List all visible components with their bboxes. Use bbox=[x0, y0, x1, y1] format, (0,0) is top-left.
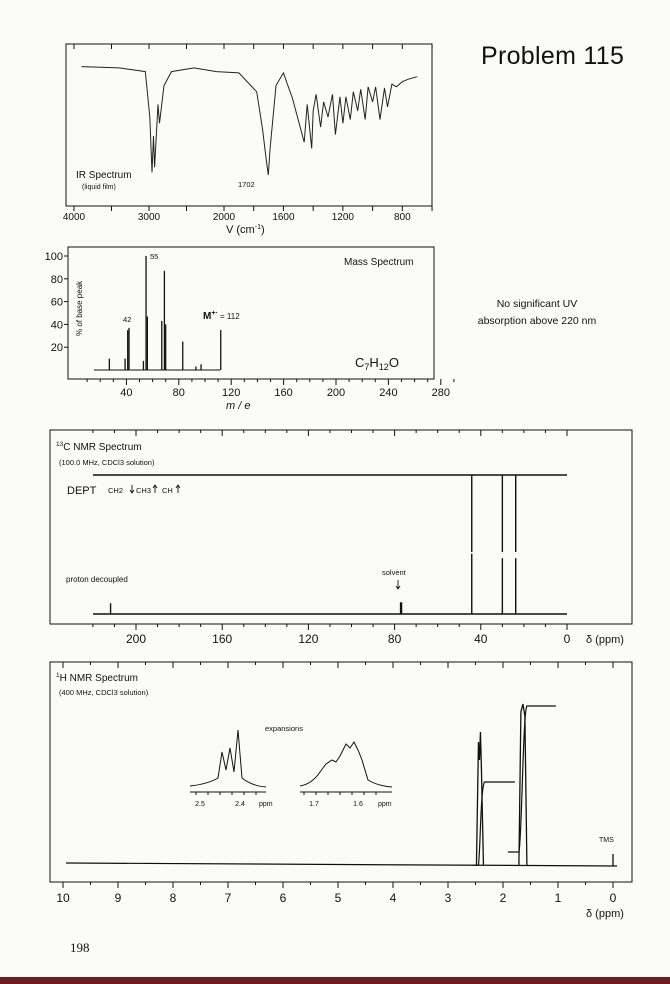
ir-title: IR Spectrum bbox=[76, 170, 132, 181]
cnmr-tick-label: 80 bbox=[387, 632, 402, 646]
ms-ylabel: % of base peak bbox=[75, 280, 84, 336]
cnmr-solvent-label: solvent bbox=[382, 568, 406, 577]
hnmr-tick-label: 9 bbox=[114, 891, 122, 905]
hnmr-tick-label: 7 bbox=[224, 891, 232, 905]
ms-y-tick-label: 80 bbox=[50, 273, 63, 286]
ms-mi-prefix: M bbox=[203, 311, 212, 322]
ms-y-tick-label: 60 bbox=[50, 296, 63, 309]
cnmr-axis-label: δ (ppm) bbox=[586, 634, 624, 646]
cnmr-tick-label: 40 bbox=[474, 632, 488, 646]
hnmr-tick-label: 4 bbox=[389, 891, 397, 905]
ir-axis-label-close: ) bbox=[260, 224, 265, 236]
hnmr-title-main: H NMR Spectrum bbox=[59, 673, 138, 684]
uv-note-line-1: No significant UV bbox=[496, 298, 578, 310]
hnmr-expansion-1-trace bbox=[190, 730, 266, 787]
hnmr-subtitle: (400 MHz, CDCl3 solution) bbox=[59, 688, 149, 697]
cnmr-dept-ch3: CH3 bbox=[136, 486, 152, 495]
ms-x-tick-label: 120 bbox=[222, 387, 241, 399]
cnmr-dept-label: DEPT bbox=[67, 485, 97, 497]
ms-formula-h: H bbox=[369, 355, 379, 370]
ms-x-tick-label: 200 bbox=[326, 387, 346, 399]
ir-tick-label: 3000 bbox=[137, 212, 161, 223]
hnmr-tick-label: 3 bbox=[444, 891, 452, 905]
hnmr-trace bbox=[476, 704, 613, 866]
cnmr-tick-label: 0 bbox=[563, 632, 571, 646]
hnmr-expansion-1-label-b: 2.4 bbox=[235, 801, 245, 808]
ms-x-tick-label: 280 bbox=[431, 387, 450, 399]
cnmr-tick-label: 160 bbox=[212, 632, 233, 646]
ir-tick-label: 800 bbox=[393, 212, 411, 223]
ms-title: Mass Spectrum bbox=[344, 257, 414, 268]
hnmr-expansion-2-unit: ppm bbox=[378, 801, 392, 808]
hnmr-title-sup: 1 bbox=[56, 672, 60, 679]
ms-x-tick-label: 240 bbox=[379, 387, 398, 399]
hnmr-expansion-1-unit: ppm bbox=[259, 801, 273, 808]
ir-axis-label-main: V (cm bbox=[226, 224, 255, 236]
ir-peak-label: 1702 bbox=[238, 180, 255, 189]
cnmr-tick-label: 200 bbox=[125, 632, 147, 646]
ms-mi-sup: +· bbox=[211, 310, 218, 317]
hnmr-tick-label: 2 bbox=[499, 891, 507, 905]
hnmr-top-ticks bbox=[63, 662, 613, 668]
problem-title: Problem 115 bbox=[481, 42, 625, 70]
ms-y-tick-label: 20 bbox=[50, 342, 63, 355]
ir-tick-label: 4000 bbox=[62, 212, 86, 223]
hnmr-expansion-2 bbox=[300, 742, 392, 808]
hnmr-expansion-1-label-a: 2.5 bbox=[195, 801, 205, 808]
hnmr-tick-label: 5 bbox=[334, 891, 342, 905]
ir-axis-label-exp: -1 bbox=[254, 224, 261, 231]
hnmr-title bbox=[56, 672, 138, 684]
ms-y-tick-label: 40 bbox=[50, 319, 63, 332]
hnmr-tick-label: 8 bbox=[169, 891, 177, 905]
ms-formula-c: C bbox=[355, 355, 365, 370]
hnmr-integral bbox=[472, 706, 555, 865]
cnmr-dept-ch: CH bbox=[162, 486, 173, 495]
ms-peak-label-55: 55 bbox=[150, 252, 159, 261]
ms-formula-h-n: 12 bbox=[378, 362, 389, 372]
cnmr-title-sup: 13 bbox=[56, 441, 64, 448]
hnmr-tms-label: TMS bbox=[599, 837, 614, 844]
ir-tick-label: 1600 bbox=[272, 212, 295, 223]
cnmr-tick-label: 120 bbox=[298, 632, 319, 646]
cnmr-dept-ch2: CH2 bbox=[108, 486, 124, 495]
page-bottom-edge bbox=[0, 977, 670, 984]
hnmr-tick-label: 0 bbox=[609, 891, 617, 905]
ms-peak-label-42: 42 bbox=[123, 315, 132, 324]
hnmr-bottom-ticks bbox=[63, 882, 613, 888]
page-number: 198 bbox=[70, 940, 90, 955]
hnmr-axis-label: δ (ppm) bbox=[586, 908, 624, 920]
hnmr-tick-labels bbox=[56, 891, 616, 905]
ir-tick-label: 1200 bbox=[331, 212, 355, 223]
cnmr-proton-decoupled-label: proton decoupled bbox=[66, 575, 128, 584]
hnmr-expansion-2-label-b: 1.6 bbox=[353, 801, 363, 808]
ir-tick-label: 2000 bbox=[212, 212, 236, 223]
cnmr-subtitle: (100.0 MHz, CDCl3 solution) bbox=[59, 458, 155, 467]
hnmr-expansions-label: expansions bbox=[265, 724, 303, 733]
hnmr-expansion-2-label-a: 1.7 bbox=[309, 801, 319, 808]
hnmr-expansion-2-trace bbox=[300, 742, 392, 787]
ms-formula-o: O bbox=[388, 355, 399, 370]
ms-x-tick-label: 80 bbox=[172, 387, 185, 399]
ms-formula-c-n: 7 bbox=[364, 362, 370, 372]
hnmr-baseline bbox=[66, 863, 617, 866]
ms-xlabel: m / e bbox=[226, 400, 251, 412]
ir-subtitle: (liquid film) bbox=[82, 184, 116, 191]
hnmr-tick-label: 1 bbox=[554, 891, 562, 905]
cnmr-title-main: C NMR Spectrum bbox=[63, 442, 142, 453]
ms-x-tick-label: 40 bbox=[120, 387, 133, 399]
hnmr-tick-label: 10 bbox=[56, 891, 70, 905]
ms-mi-value: = 112 bbox=[217, 312, 240, 321]
hnmr-expansion-1 bbox=[190, 730, 273, 808]
uv-note-line-2: absorption above 220 nm bbox=[477, 315, 597, 327]
ms-y-tick-label: 100 bbox=[44, 251, 63, 263]
ms-x-tick-label: 160 bbox=[274, 387, 293, 399]
hnmr-tick-label: 6 bbox=[279, 891, 287, 905]
